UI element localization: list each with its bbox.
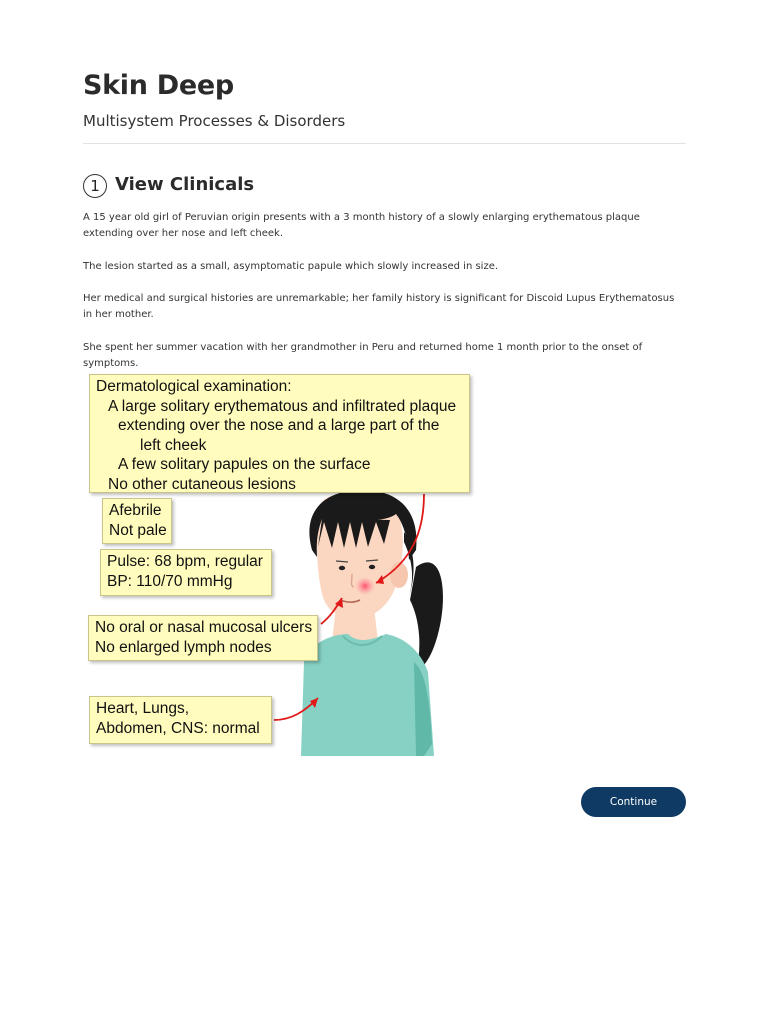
general-exam-note: Afebrile Not pale	[102, 498, 172, 544]
page-title: Skin Deep	[83, 70, 234, 101]
step-number-badge: 1	[83, 174, 107, 198]
vitals-note: Pulse: 68 bpm, regular BP: 110/70 mmHg	[100, 549, 272, 596]
case-paragraph: The lesion started as a small, asymptomatic papule which slowly increased in size.	[83, 261, 499, 272]
mucosa-note: No oral or nasal mucosal ulcers No enlarged lymph nodes	[88, 615, 318, 661]
continue-button[interactable]: Continue	[581, 787, 686, 817]
systems-note: Heart, Lungs, Abdomen, CNS: normal	[89, 696, 272, 744]
case-paragraph: A 15 year old girl of Peruvian origin presents with a 3 month history of a slowly enlarging erythematous plaque extending over her nose and left cheek.	[83, 212, 640, 239]
divider	[83, 143, 686, 144]
page-subtitle: Multisystem Processes & Disorders	[83, 112, 346, 130]
case-paragraph: Her medical and surgical histories are unremarkable; her family history is significant for Discoid Lupus Erythematosus in her mother.	[83, 293, 675, 320]
clinical-figure	[86, 372, 470, 756]
step-title: View Clinicals	[115, 174, 255, 195]
derm-exam-note: Dermatological examination: A large solitary erythematous and infiltrated plaque extending over the nose and a large part of the left cheek A few solitary papules on the surface No other cutaneous lesions	[89, 374, 470, 493]
case-paragraph: She spent her summer vacation with her grandmother in Peru and returned home 1 month prior to the onset of symptoms.	[83, 342, 643, 369]
lesion-marker	[355, 577, 375, 595]
